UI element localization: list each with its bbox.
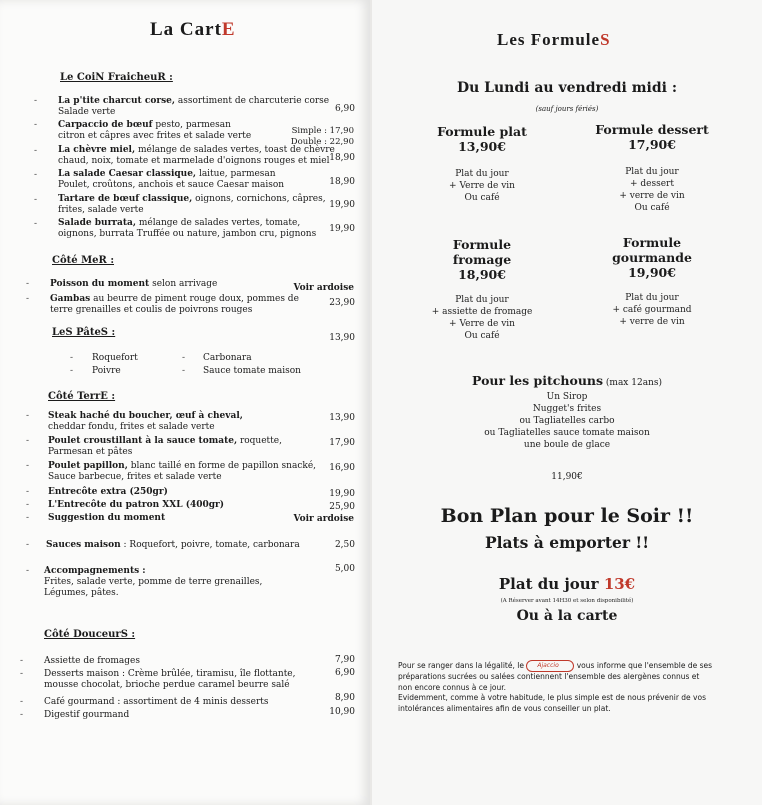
item-price: 18,90	[329, 153, 355, 163]
bullet: -	[34, 170, 38, 180]
item-price: 6,90	[334, 104, 355, 114]
menu-item: Salade burrata, mélange de salades vertes, tomate, oignons, burrata Truffée ou nature, jambon cru, pignons	[58, 218, 317, 239]
right-title: Les FormuleS	[497, 30, 611, 49]
item-price: 10,90	[329, 707, 355, 717]
item-price: 19,90	[329, 224, 355, 234]
item-price: 23,90	[329, 298, 355, 308]
item-price: 19,90	[329, 489, 355, 499]
item-price: 7,90	[334, 655, 355, 665]
bullet: -	[34, 96, 38, 106]
restaurant-logo: Ajaccio	[526, 660, 574, 672]
menu-item: La salade Caesar classique, laitue, parmesan Poulet, croûtons, anchois et sauce Caesar maison	[58, 169, 285, 190]
bullet: -	[182, 366, 186, 376]
plat-du-jour: Plat du jour 13€	[498, 575, 636, 593]
item-price: 17,90	[329, 438, 355, 448]
section-cote-douceurs: Côté DouceurS :	[44, 629, 136, 640]
menu-item-sauces: Sauces maison : Roquefort, poivre, tomate, carbonara	[46, 540, 300, 550]
item-price: 8,90	[334, 693, 355, 703]
days-heading: Du Lundi au vendredi midi :	[456, 80, 678, 96]
menu-item: Poisson du moment selon arrivage	[50, 279, 218, 289]
bullet: -	[20, 710, 24, 720]
reserve-note: (A Réserver avant 14H30 et selon disponibilité)	[500, 598, 634, 604]
item-price: 19,90	[329, 200, 355, 210]
pates-option: Roquefort	[92, 353, 138, 363]
pates-option: Poivre	[92, 366, 121, 376]
menu-item: Tartare de bœuf classique, oignons, cornichons, câpres, frites, salade verte	[58, 194, 326, 215]
menu-item-accompagnements: Accompagnements : Frites, salade verte, pomme de terre grenailles, Légumes, pâtes.	[44, 566, 263, 598]
menu-item: Poulet papillon, blanc taillé en forme de papillon snacké, Sauce barbecue, frites et salade verte	[48, 461, 317, 482]
bullet: -	[70, 366, 74, 376]
item-price: Voir ardoise	[293, 514, 354, 524]
bullet: -	[26, 279, 30, 289]
dessert-item: Café gourmand : assortiment de 4 minis desserts	[44, 697, 269, 707]
pates-option: Sauce tomate maison	[203, 366, 301, 376]
pates-option: Carbonara	[203, 353, 252, 363]
menu-item: Carpaccio de bœuf pesto, parmesan citron et câpres avec frites et salade verte	[58, 120, 252, 141]
section-cote-terre: Côté TerrE :	[48, 391, 116, 402]
left-page	[0, 0, 370, 805]
right-page	[372, 0, 762, 805]
menu-item: La p'tite charcut corse, assortiment de charcuterie corse Salade verte	[58, 96, 330, 117]
bullet: -	[26, 461, 30, 471]
bullet: -	[26, 540, 30, 550]
formule-dessert: Formule dessert 17,90€ Plat du jour + dessert + verre de vin Ou café	[595, 122, 709, 213]
days-note: (sauf jours fériés)	[535, 105, 599, 113]
item-price: 13,90	[329, 333, 355, 343]
menu-item: L'Entrecôte du patron XXL (400gr)	[48, 500, 225, 510]
section-coin-fraicheur: Le CoiN FraicheuR :	[60, 72, 173, 83]
menu-item: Steak haché du boucher, œuf à cheval, cheddar fondu, frites et salade verte	[48, 411, 243, 432]
emporter-heading: Plats à emporter !!	[484, 533, 650, 552]
ou-a-la-carte: Ou à la carte	[516, 608, 618, 624]
item-price: 25,90	[329, 502, 355, 512]
dessert-item: Digestif gourmand	[44, 710, 130, 720]
bullet: -	[34, 195, 38, 205]
allergen-notice: Pour se ranger dans la légalité, le Ajaccio vous informe que l'ensemble de ses préparations sucrées ou salées contiennent l'ensemble des alergènes connus et non encore connus à ce jour. Evidemment, comme à votre habitude, le plus simple est de nous prévenir de vos intolérances alimentaires afin de vous conseiller un plat.	[398, 661, 713, 713]
dessert-item: Assiette de fromages	[44, 656, 140, 666]
bullet: -	[20, 669, 24, 679]
formule-fromage: Formule fromage 18,90€ Plat du jour + assiette de fromage + Verre de vin Ou café	[431, 237, 533, 341]
menu-item: Entrecôte extra (250gr)	[48, 487, 168, 497]
pitchouns-menu: Un Sirop Nugget's frites ou Tagliatelles carbo ou Tagliatelles sauce tomate maison une boule de glace	[484, 392, 650, 450]
bullet: -	[26, 436, 30, 446]
bullet: -	[26, 411, 30, 421]
dessert-item: Desserts maison : Crème brûlée, tiramisu, île flottante, mousse chocolat, brioche perdue caramel beurre salé	[44, 669, 296, 690]
item-price: 13,90	[329, 413, 355, 423]
item-price-options: Simple : 17,90 Double : 22,90	[290, 126, 354, 147]
formule-plat: Formule plat 13,90€ Plat du jour + Verre de vin Ou café	[437, 124, 527, 203]
bullet: -	[34, 120, 38, 130]
bullet: -	[26, 500, 30, 510]
bullet: -	[70, 353, 74, 363]
bullet: -	[26, 513, 30, 523]
bullet: -	[34, 146, 38, 156]
section-cote-mer: Côté MeR :	[52, 255, 115, 266]
item-price: 16,90	[329, 463, 355, 473]
pitchouns-price: 11,90€	[551, 472, 583, 482]
menu-item: Gambas au beurre de piment rouge doux, pommes de terre grenailles et coulis de poivrons rouges	[50, 294, 299, 315]
bullet: -	[20, 697, 24, 707]
bullet: -	[26, 294, 30, 304]
menu-item: Suggestion du moment	[48, 513, 166, 523]
menu-item: Poulet croustillant à la sauce tomate, roquette, Parmesan et pâtes	[48, 436, 282, 457]
section-pates: LeS PâteS :	[52, 327, 116, 338]
left-title: La CartE	[150, 19, 236, 40]
bon-plan-heading: Bon Plan pour le Soir !!	[440, 505, 694, 527]
menu-item: La chèvre miel, mélange de salades vertes, toast de chèvre chaud, noix, tomate et marmelade d'oignons rouges et miel	[58, 145, 335, 166]
pitchouns-heading: Pour les pitchouns (max 12ans)	[472, 373, 662, 388]
bullet: -	[26, 566, 30, 576]
item-price: 18,90	[329, 177, 355, 187]
bullet: -	[34, 219, 38, 229]
item-price: 2,50	[334, 540, 355, 550]
item-price: 5,00	[334, 564, 355, 574]
formule-gourmande: Formule gourmande 19,90€ Plat du jour + café gourmand + verre de vin	[612, 235, 692, 327]
item-price: Voir ardoise	[293, 283, 354, 293]
item-price: 6,90	[334, 668, 355, 678]
bullet: -	[20, 656, 24, 666]
bullet: -	[182, 353, 186, 363]
bullet: -	[26, 487, 30, 497]
